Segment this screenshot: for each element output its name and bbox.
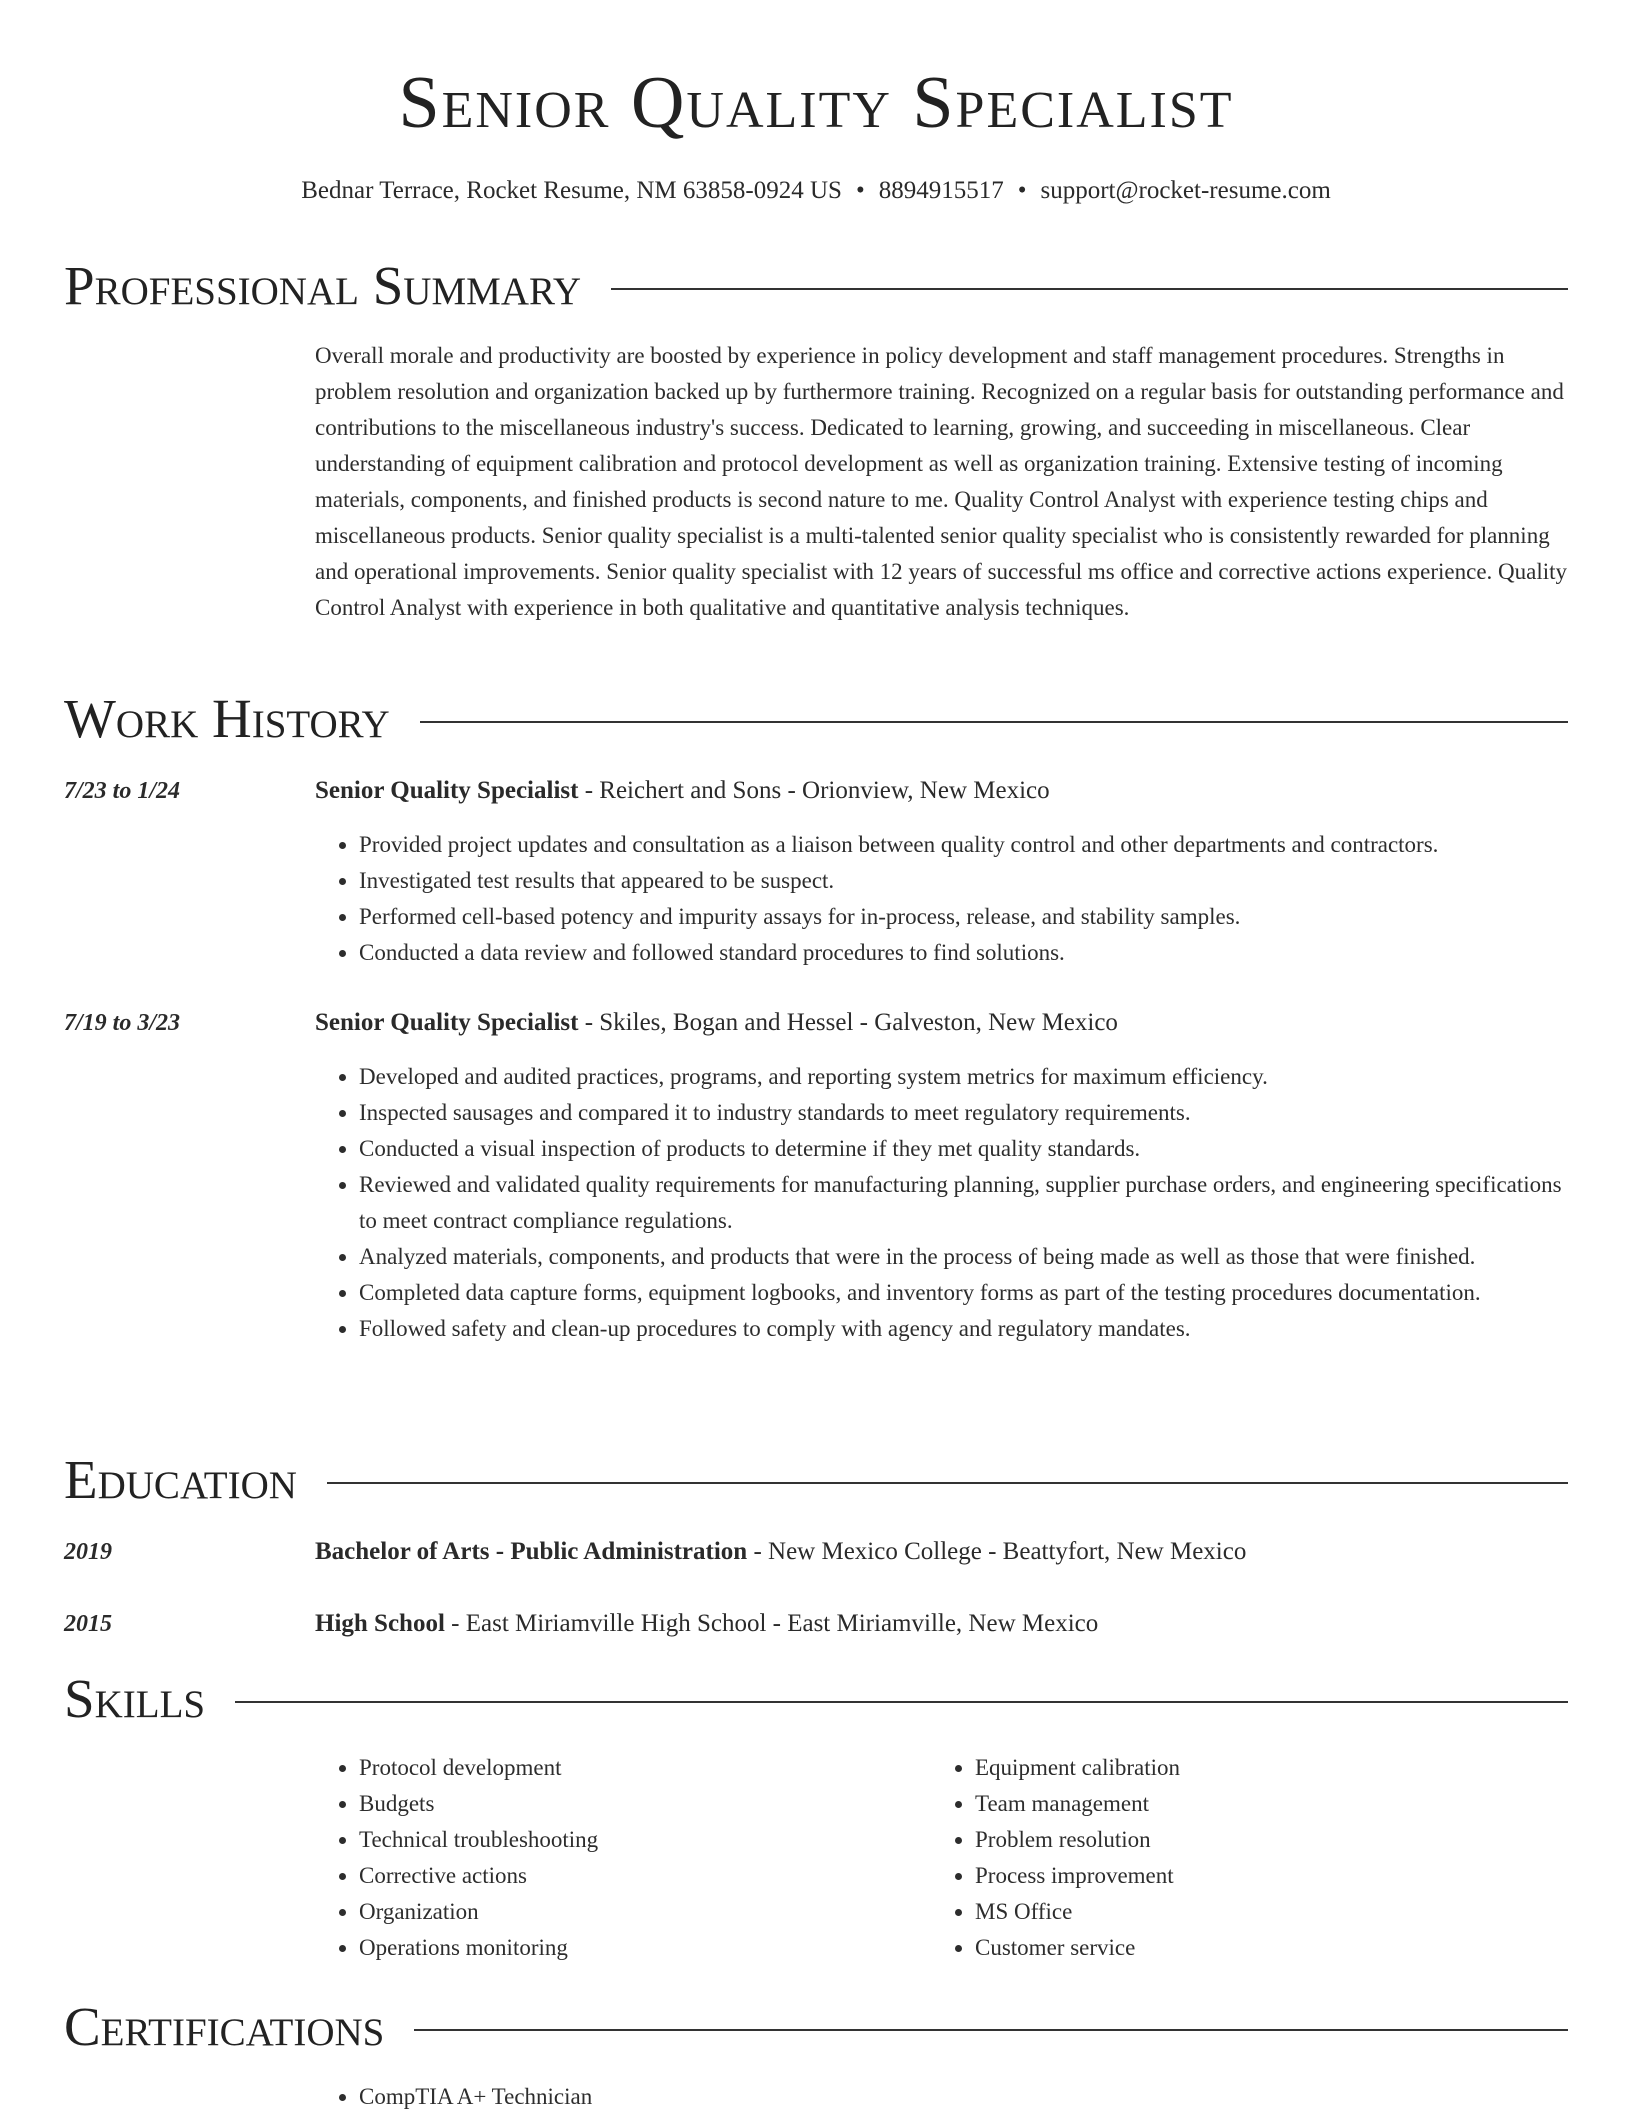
summary-text: Overall morale and productivity are boosted by experience in policy development and staff management procedures. Strengths in problem resolution and organization backed up by furthermore training. Recognized on a regular basis for outstanding performance and contributions to the miscellaneous industry's success. Dedicated to learning, growing, and succeeding in miscellaneous. Clear understanding of equipment calibration and protocol development as well as organization training. Extensive testing of incoming materials, components, and finished products is second nature to me. Quality Control Analyst with experience testing chips and miscellaneous products. Senior quality specialist is a multi-talented senior quality specialist who is consistently rewarded for planning and operational improvements. Senior quality specialist with 12 years of successful ms office and corrective actions experience. Quality Control Analyst with experience in both qualitative and quantitative analysis techniques. [315, 343, 1568, 620]
contact-email: support@rocket-resume.com [1040, 177, 1331, 204]
job-title: Senior Quality Specialist [315, 1009, 579, 1036]
job-bullet: • Completed data capture forms, equipment logbooks, and inventory forms as part of the testing procedures documentation. [359, 1275, 1568, 1311]
job-bullet: • Performed cell-based potency and impurity assays for in-process, release, and stability samples. [359, 899, 1568, 935]
skill-item: • Team management [975, 1786, 1545, 1822]
job-details: - Skiles, Bogan and Hessel - Galveston, New Mexico [578, 1009, 1118, 1036]
job-bullet: • Provided project updates and consultation as a liaison between quality control and other departments and contractors. [359, 827, 1568, 863]
contact-line [64, 174, 1568, 208]
section-work-header [64, 687, 1568, 751]
education-details: - New Mexico College - Beattyfort, New Mexico [747, 1538, 1247, 1565]
job-bullets [315, 827, 1568, 971]
education-year: 2015 [64, 1611, 112, 1637]
skill-item: • Operations monitoring [359, 1930, 929, 1966]
job-bullet: • Conducted a data review and followed standard procedures to find solutions. [359, 935, 1568, 971]
education-heading [315, 1534, 1568, 1570]
education-degree: High School [315, 1610, 445, 1637]
section-title-work: Work History [64, 687, 420, 751]
skill-item: • Organization [359, 1894, 929, 1930]
job-bullet: • Investigated test results that appeared to be suspect. [359, 863, 1568, 899]
section-title-education: Education [64, 1448, 327, 1512]
job-bullet: • Reviewed and validated quality requirements for manufacturing planning, supplier purchase orders, and engineering specifications to meet contract compliance regulations. [359, 1167, 1568, 1239]
job-heading [315, 1005, 1568, 1041]
skill-item: • Customer service [975, 1930, 1545, 1966]
section-certifications-header [64, 1995, 1568, 2059]
resume-name: Senior Quality Specialist [398, 62, 1234, 144]
education-heading [315, 1606, 1568, 1642]
section-education-header [64, 1448, 1568, 1512]
contact-address: Bednar Terrace, Rocket Resume, NM 63858-0924 US [301, 177, 842, 204]
section-rule [64, 1701, 1568, 1703]
contact-separator: • [855, 177, 865, 204]
job-details: - Reichert and Sons - Orionview, New Mexico [578, 777, 1050, 804]
contact-separator: • [1017, 177, 1027, 204]
skill-item: • Technical troubleshooting [359, 1822, 929, 1858]
certification-item: • CompTIA A+ Technician [359, 2079, 929, 2115]
job-dates: 7/19 to 3/23 [64, 1010, 181, 1036]
job-title: Senior Quality Specialist [315, 777, 579, 804]
job-bullets [315, 1059, 1568, 1347]
education-details: - East Miriamville High School - East Miriamville, New Mexico [444, 1610, 1099, 1637]
job-bullet: • Followed safety and clean-up procedures to comply with agency and regulatory mandates. [359, 1311, 1568, 1347]
education-degree: Bachelor of Arts - Public Administration [315, 1538, 748, 1565]
skill-item: • Process improvement [975, 1858, 1545, 1894]
job-bullet: • Analyzed materials, components, and products that were in the process of being made as well as those that were finished. [359, 1239, 1568, 1275]
job-heading [315, 773, 1568, 809]
section-skills-header [64, 1667, 1568, 1731]
job-bullet: • Conducted a visual inspection of products to determine if they met quality standards. [359, 1131, 1568, 1167]
job-bullet: • Inspected sausages and compared it to industry standards to meet regulatory requirements. [359, 1095, 1568, 1131]
skills-list-right [931, 1750, 1545, 1966]
skill-item: • Equipment calibration [975, 1750, 1545, 1786]
section-summary-header [64, 254, 1568, 318]
skills-list-left [315, 1750, 929, 1966]
certifications-list [315, 2079, 929, 2115]
section-title-skills: Skills [64, 1667, 235, 1731]
skill-item: • Budgets [359, 1786, 929, 1822]
section-title-certifications: Certifications [64, 1995, 414, 2059]
section-title-summary: Professional Summary [64, 254, 611, 318]
education-year: 2019 [64, 1539, 112, 1565]
skill-item: • Problem resolution [975, 1822, 1545, 1858]
job-bullet: • Developed and audited practices, programs, and reporting system metrics for maximum efficiency. [359, 1059, 1568, 1095]
skill-item: • MS Office [975, 1894, 1545, 1930]
job-dates: 7/23 to 1/24 [64, 778, 181, 804]
contact-phone: 8894915517 [878, 177, 1004, 204]
skill-item: • Corrective actions [359, 1858, 929, 1894]
skill-item: • Protocol development [359, 1750, 929, 1786]
